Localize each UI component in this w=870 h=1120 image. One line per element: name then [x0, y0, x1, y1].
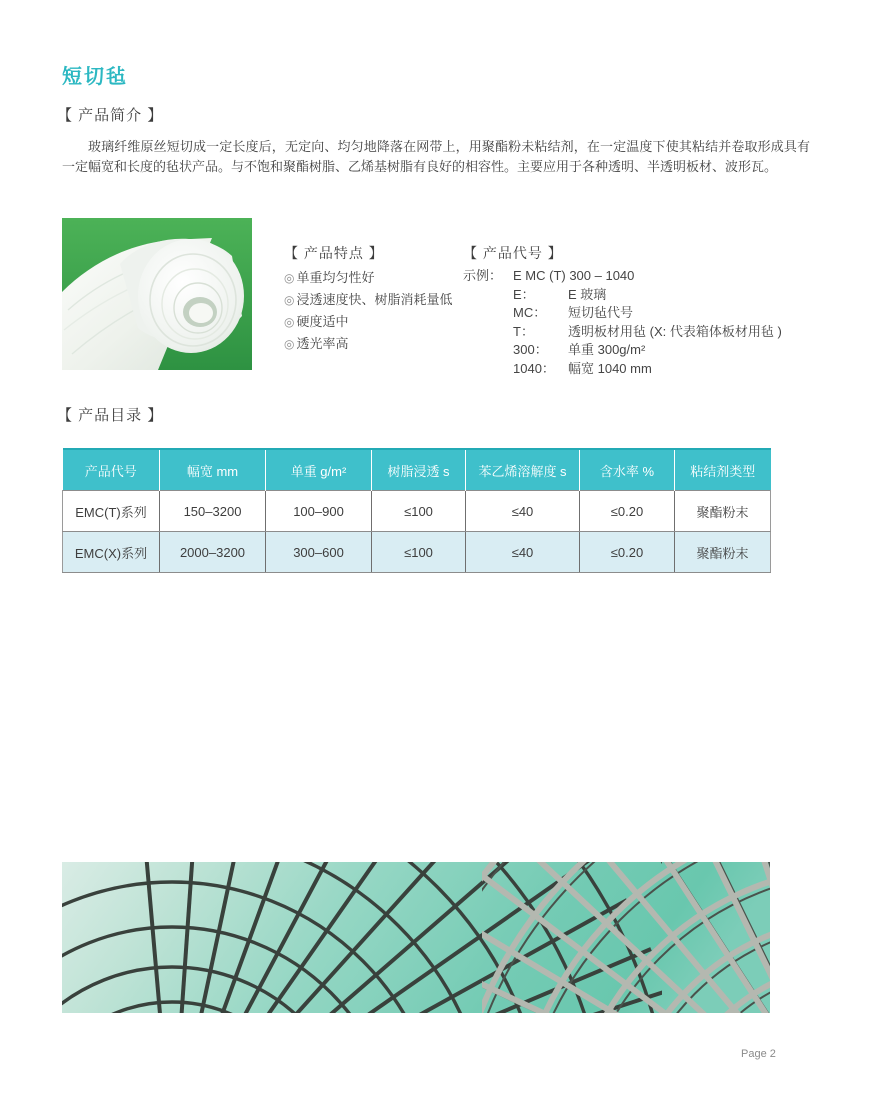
- code-key: E：: [513, 286, 535, 302]
- table-header-row: [63, 449, 771, 491]
- code-example-row: [463, 267, 813, 286]
- code-desc: E 玻璃: [568, 286, 607, 302]
- code-key: 300：: [513, 342, 548, 357]
- code-entry-row: [463, 286, 813, 305]
- col-header-moisture: 含水率 %: [580, 449, 675, 491]
- bullet-icon: ◎: [284, 315, 295, 329]
- col-header-product-code: 产品代号: [63, 449, 160, 491]
- table-row: [63, 491, 771, 532]
- example-label: 示例：: [463, 268, 503, 283]
- col-header-styrene-solubility: 苯乙烯溶解度 s: [466, 449, 580, 491]
- code-entry-row: [463, 360, 813, 379]
- feature-item: [284, 333, 464, 355]
- code-key: T：: [513, 323, 534, 339]
- roof-photo: [62, 862, 770, 1013]
- cell-weight: 100–900: [266, 491, 372, 532]
- code-desc: 透明板材用毡 (X: 代表箱体板材用毡 ): [568, 323, 782, 339]
- cell-product-code: EMC(T)系列: [63, 491, 160, 532]
- cell-resin-wetout: ≤100: [372, 532, 466, 573]
- feature-label: 单重均匀性好: [296, 270, 375, 285]
- col-header-weight: 单重 g/m²: [266, 449, 372, 491]
- cell-width: 150–3200: [160, 491, 266, 532]
- feature-label: 浸透速度快、树脂消耗量低: [296, 292, 453, 307]
- col-header-width: 幅宽 mm: [160, 449, 266, 491]
- feature-label: 透光率高: [296, 336, 349, 351]
- cell-resin-wetout: ≤100: [372, 491, 466, 532]
- section-heading-features: 【 产品特点 】: [284, 245, 384, 261]
- page-number: Page 2: [741, 1048, 776, 1060]
- bullet-icon: ◎: [284, 337, 295, 351]
- code-entry-row: [463, 323, 813, 342]
- feature-item: [284, 267, 464, 289]
- product-features-section: [284, 243, 464, 355]
- code-desc: 短切毡代号: [568, 305, 634, 320]
- code-key: 1040：: [513, 360, 555, 376]
- bullet-icon: ◎: [284, 271, 295, 285]
- cell-binder-type: 聚酯粉末: [675, 491, 771, 532]
- feature-item: [284, 289, 464, 311]
- product-code-section: [463, 243, 813, 378]
- product-catalog-table: [62, 448, 771, 573]
- section-heading-catalog: 【 产品目录 】: [57, 407, 164, 424]
- cell-moisture: ≤0.20: [580, 491, 675, 532]
- col-header-binder-type: 粘结剂类型: [675, 449, 771, 491]
- code-entry-row: [463, 304, 813, 323]
- cell-product-code: EMC(X)系列: [63, 532, 160, 573]
- section-heading-codes: 【 产品代号 】: [463, 245, 563, 261]
- col-header-resin-wetout: 树脂浸透 s: [372, 449, 466, 491]
- cell-weight: 300–600: [266, 532, 372, 573]
- code-desc: 单重 300g/m²: [568, 342, 646, 357]
- intro-paragraph: 玻璃纤维原丝短切成一定长度后，无定向、均匀地降落在网带上，用聚酯粉未粘结剂，在一定温度下使其粘结并卷取形成具有一定幅宽和长度的毡状产品。与不饱和聚酯树脂、乙烯基树脂有良好的相容性。主要应用于各种透明、半透明板材、波形瓦。: [62, 139, 810, 174]
- code-grid: [463, 267, 813, 378]
- section-heading-intro: 【 产品简介 】: [57, 107, 164, 124]
- feature-item: [284, 311, 464, 333]
- product-photo: [62, 218, 252, 370]
- cell-binder-type: 聚酯粉末: [675, 532, 771, 573]
- cell-styrene-solubility: ≤40: [466, 491, 580, 532]
- table-row: [63, 532, 771, 573]
- cell-moisture: ≤0.20: [580, 532, 675, 573]
- code-desc: 幅宽 1040 mm: [568, 360, 652, 376]
- example-value: E MC (T) 300 – 1040: [513, 268, 635, 283]
- code-key: MC：: [513, 305, 547, 320]
- code-entry-row: [463, 341, 813, 360]
- bullet-icon: ◎: [284, 293, 295, 307]
- cell-width: 2000–3200: [160, 532, 266, 573]
- feature-label: 硬度适中: [296, 314, 349, 329]
- page-title: 短切毡: [62, 66, 128, 88]
- cell-styrene-solubility: ≤40: [466, 532, 580, 573]
